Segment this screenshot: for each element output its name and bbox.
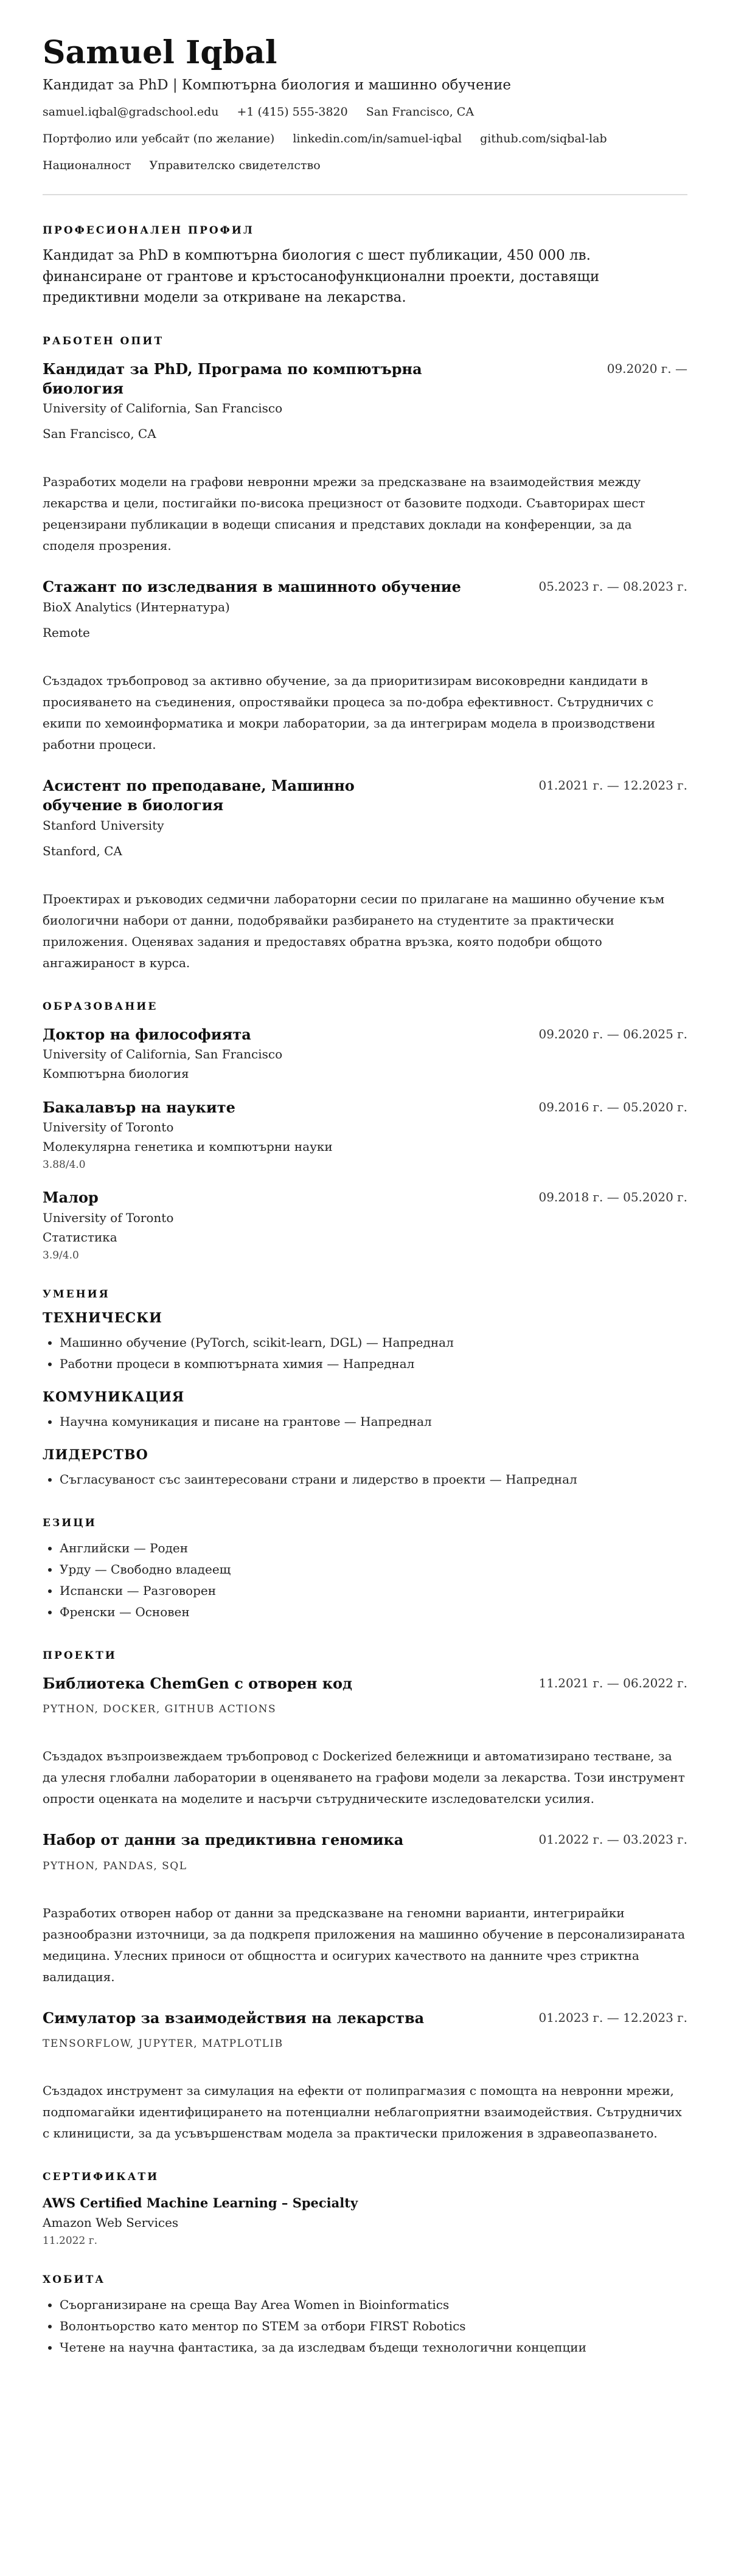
list-item: • Испански — Разговорен [60,1580,687,1602]
experience-entry [43,577,687,755]
degree-field: Компютърна биология [43,1066,189,1081]
list-item: • Волонтьорство като ментор по STEM за отбори FIRST Robotics [60,2316,687,2337]
section-title: ХОБИТА [43,2273,106,2286]
school-name: University of California, San Francisco [43,1047,283,1062]
skill-category: КОМУНИКАЦИЯ [43,1389,185,1405]
header-divider [43,194,687,195]
linkedin-link[interactable]: linkedin.com/in/samuel-iqbal [293,132,462,146]
section-title: ЕЗИЦИ [43,1516,97,1529]
degree-date: 09.2018 г. — 05.2020 г. [538,1190,687,1205]
job-location: Stanford, CA [43,843,122,858]
experience-entry [43,776,687,974]
profile-section [43,224,687,308]
degree-date: 09.2020 г. — 06.2025 г. [538,1026,687,1041]
hobby-list [43,2294,687,2358]
job-org: BioX Analytics (Интернатура) [43,599,230,614]
certificate-name: AWS Certified Machine Learning – Specialty [43,2195,358,2210]
phone-text: +1 (415) 555-3820 [237,105,348,119]
job-date: 09.2020 г. — [607,361,687,376]
project-entry [43,1674,687,1810]
project-tech: PYTHON, PANDAS, SQL [43,1859,187,1872]
project-description: Разработих отворен набор от данни за предсказване на геномни варианти, интегрирайки разнообразни източници, за да подкрепя приложения на машинно обучение в персонализираната медицина. Улесних приноси от общността и осигурих качеството на данните чрез стриктна валидация. [43,1905,686,1984]
portfolio-link[interactable]: Портфолио или уебсайт (по желание) [43,132,275,146]
project-date: 01.2022 г. — 03.2023 г. [538,1832,687,1847]
skill-list [43,1411,687,1432]
certificate-date: 11.2022 г. [43,2234,98,2247]
section-title: ОБРАЗОВАНИЕ [43,1000,158,1013]
certificate-issuer: Amazon Web Services [43,2215,179,2230]
languages-section [43,1517,687,1623]
language-list [43,1538,687,1623]
job-title: Кандидат за PhD, Програма по компютърна биология [43,359,422,398]
degree-title: Бакалавър на науките [43,1099,235,1117]
project-tech: PYTHON, DOCKER, GITHUB ACTIONS [43,1703,277,1716]
project-title: Библиотека ChemGen с отворен код [43,1674,353,1692]
degree-gpa: 3.9/4.0 [43,1249,79,1262]
degree-gpa: 3.88/4.0 [43,1159,86,1172]
section-title: СЕРТИФИКАТИ [43,2170,159,2183]
project-date: 11.2021 г. — 06.2022 г. [538,1675,687,1690]
section-title: УМЕНИЯ [43,1288,110,1300]
section-title: ПРОЕКТИ [43,1649,117,1662]
degree-field: Статистика [43,1229,117,1245]
project-description: Създадох инструмент за симулация на ефекти от полипрагмазия с помощта на невронни мрежи, подпомагайки идентифицирането на потенциални неблагоприятни взаимодействия. Сътрудничих с клиницисти, за да усъвършенствам модела за практически приложения в здравеопазването. [43,2083,682,2140]
job-title: Стажант по изследвания в машинното обучение [43,578,461,596]
list-item: • Урду — Свободно владеещ [60,1559,687,1580]
list-item: • Четене на научна фантастика, за да изследвам бъдещи технологични концепции [60,2337,687,2358]
experience-section [43,335,687,974]
personal-row [43,159,687,172]
school-name: University of Toronto [43,1210,174,1225]
section-title: ПРОФЕСИОНАЛЕН ПРОФИЛ [43,224,254,237]
job-description: Създадох тръбопровод за активно обучение, за да приоритизирам високовредни кандидати в просияването на съединения, опростявайки процеса за по-добра ефективност. Сътрудничих с екипи по хемоинформатика и мокри лаборатории, за да интегрирам модела в производствени работни процеси. [43,673,655,752]
education-entry [43,1188,687,1261]
experience-entry [43,359,687,557]
list-item: • Френски — Основен [60,1602,687,1623]
skills-section [43,1288,687,1490]
contact-row [43,105,687,119]
candidate-name: Samuel Iqbal [43,34,277,71]
project-entry [43,1830,687,1987]
section-title: РАБОТЕН ОПИТ [43,335,164,347]
job-org: Stanford University [43,818,164,833]
degree-field: Молекулярна генетика и компютърни науки [43,1139,333,1154]
project-title: Симулатор за взаимодействия на лекарства [43,2008,425,2027]
skill-list [43,1469,687,1490]
job-title: Асистент по преподаване, Машинно обучение в биология [43,776,355,814]
skill-category: ЛИДЕРСТВО [43,1446,148,1463]
list-item: • Съорганизиране на среща Bay Area Women in Bioinformatics [60,2294,687,2316]
list-item: • Научна комуникация и писане на грантове — Напреднал [60,1411,687,1432]
job-location: San Francisco, CA [43,426,156,442]
list-item: • Работни процеси в компютърната химия — Напреднал [60,1353,687,1375]
list-item: • Съгласуваност със заинтересовани страни и лидерство в проекти — Напреднал [60,1469,687,1490]
github-link[interactable]: github.com/siqbal-lab [480,132,607,146]
list-item: • Машинно обучение (PyTorch, scikit-learn, DGL) — Напреднал [60,1332,687,1353]
job-date: 01.2021 г. — 12.2023 г. [538,777,687,793]
resume-header [43,35,687,172]
location-text: San Francisco, CA [366,105,474,119]
job-description: Проектирах и ръководих седмични лабораторни сесии по прилагане на машинно обучение към биологични набори от данни, подобрявайки разбирането на студентите за практически приложения. Оценявах задания и предоставях обратна връзка, която подобри общото ангажираност в курса. [43,891,665,970]
list-item: • Английски — Роден [60,1538,687,1559]
candidate-subtitle: Кандидат за PhD | Компютърна биология и машинно обучение [43,77,512,94]
education-entry [43,1098,687,1171]
job-description: Разработих модели на графови невронни мрежи за предсказване на взаимодействия между лекарства и цели, постигайки по-висока прецизност от базовите подходи. Съавторирах шест рецензирани публикации в водещи списания и представих доклади на конференции, за да споделя прозрения. [43,474,645,554]
degree-date: 09.2016 г. — 05.2020 г. [538,1100,687,1115]
certificates-section [43,2171,687,2247]
degree-title: Доктор на философията [43,1025,251,1043]
education-entry [43,1025,687,1081]
project-date: 01.2023 г. — 12.2023 г. [538,2010,687,2025]
hobbies-section [43,2274,687,2358]
school-name: University of Toronto [43,1120,174,1135]
project-title: Набор от данни за предиктивна геномика [43,1831,404,1849]
projects-section [43,1650,687,2144]
project-description: Създадох възпроизвеждаем тръбопровод с Dockerized бележници и автоматизирано тестване, за да улесня глобални лаборатории в оценяването на графови модели за лекарства. Този инструмент опрости оценката на моделите и насърчи сътрудническите изследователски усилия. [43,1749,685,1807]
nationality-text: Националност [43,159,131,173]
project-entry [43,2008,687,2144]
job-date: 05.2023 г. — 08.2023 г. [538,579,687,594]
education-section [43,1001,687,1262]
email-link[interactable]: samuel.iqbal@gradschool.edu [43,105,219,119]
project-tech: TENSORFLOW, JUPYTER, MATPLOTLIB [43,2037,283,2050]
license-text: Управителско свидетелство [149,159,321,173]
job-org: University of California, San Francisco [43,401,283,416]
job-location: Remote [43,625,90,640]
degree-title: Малор [43,1189,99,1207]
links-row [43,132,687,145]
skill-category: ТЕХНИЧЕСКИ [43,1310,162,1326]
profile-summary: Кандидат за PhD в компютърна биология с шест публикации, 450 000 лв. финансиране от грантове и кръстосанофункционални проекти, доставящи предиктивни модели за откриване на лекарства. [43,248,600,306]
skill-list [43,1332,687,1375]
